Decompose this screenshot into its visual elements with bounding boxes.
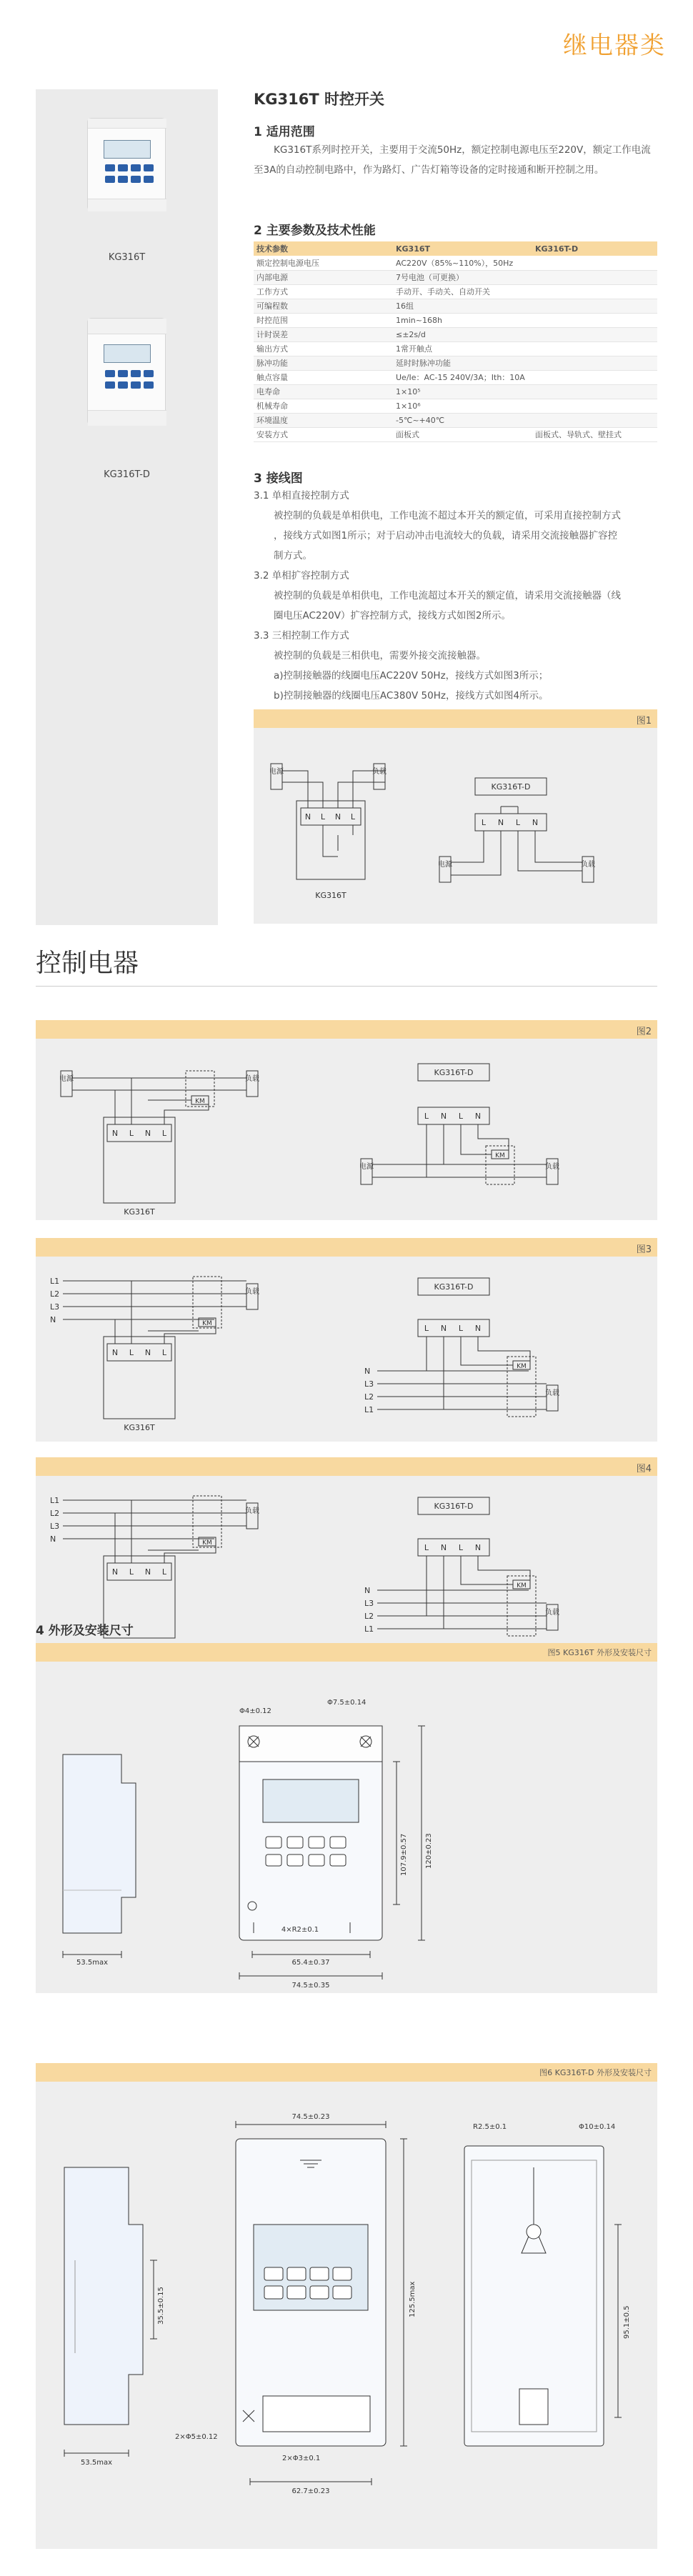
fig3-load-label-2: 负载: [545, 1389, 559, 1397]
table-header-cell: 技术参数: [254, 241, 393, 256]
fig4-terminal: L: [161, 1567, 167, 1577]
fig2-power-label-2: 电源: [359, 1163, 374, 1171]
section1-title: 1 适用范围: [254, 125, 315, 139]
fig2-km-label-2: KM: [495, 1152, 505, 1159]
fig5-dim: Φ7.5±0.14: [327, 1699, 367, 1707]
table-header-cell: KG316T: [393, 241, 532, 256]
table-row: [254, 341, 657, 356]
table-cell: 工作方式: [254, 284, 393, 299]
table-cell: 面板式: [393, 427, 532, 441]
fig3-terminal: L: [129, 1348, 134, 1357]
s32-text-1: 被控制的负载是单相供电，工作电流超过本开关的额定值，请采用交流接触器（线: [274, 590, 621, 601]
table-cell: [532, 299, 657, 313]
table-row: [254, 327, 657, 341]
fig2-power-label: 电源: [59, 1075, 74, 1083]
fig1-terminal: N: [532, 818, 539, 827]
s32-text-2: 圈电压AC220V）扩容控制方式，接线方式如图2所示。: [274, 610, 512, 621]
fig3-rline-label: L2: [364, 1392, 374, 1402]
s31-text-3: 制方式。: [274, 550, 312, 561]
fig3-line-label: L2: [50, 1289, 60, 1299]
fig2-load-label-2: 负载: [545, 1163, 559, 1171]
fig2-terminal: N: [440, 1112, 447, 1121]
fig4-line-label: L1: [50, 1496, 60, 1505]
table-row: [254, 356, 657, 370]
fig1-terminal: N: [497, 818, 504, 827]
s31-text-2: ，接线方式如图1所示；对于启动冲击电流较大的负载，请采用交流接触器扩容控: [274, 530, 618, 541]
table-cell: 1×10⁶: [393, 399, 532, 413]
fig4-line-label: N: [50, 1534, 56, 1544]
figure6-panel: [36, 2063, 657, 2549]
fig4-load-label-2: 负载: [545, 1609, 559, 1617]
table-cell: ≤±2s/d: [393, 327, 532, 341]
fig4-line-label: L3: [50, 1522, 60, 1531]
fig3-terminal: N: [474, 1324, 482, 1333]
table-cell: [532, 384, 657, 399]
table-row: [254, 299, 657, 313]
table-cell: [532, 399, 657, 413]
fig3-rline-label: N: [364, 1367, 371, 1376]
s33-text-3: b)控制接触器的线圈电压AC380V 50Hz，接线方式如图4所示。: [274, 690, 549, 702]
section4-title: 4 外形及安装尺寸: [36, 1624, 134, 1638]
table-cell: [532, 413, 657, 427]
table-cell: 面板式、导轨式、壁挂式: [532, 427, 657, 441]
product-image-kg316t: [87, 118, 166, 211]
fig4-km-label-2: KM: [517, 1582, 527, 1589]
table-header-cell: KG316T-D: [532, 241, 657, 256]
fig3-terminal: N: [440, 1324, 447, 1333]
section2-title: 2 主要参数及技术性能: [254, 224, 376, 238]
figure1-label: 图1: [636, 716, 652, 727]
product-sidebar: [36, 89, 218, 925]
table-cell: 触点容量: [254, 370, 393, 384]
fig3-terminal: L: [458, 1324, 464, 1333]
fig5-dim: 74.5±0.35: [291, 1982, 330, 1990]
fig1-load-label: 负载: [372, 768, 387, 776]
fig2-terminal: L: [161, 1129, 167, 1138]
table-cell: 手动开、手动关、自动开关: [393, 284, 532, 299]
fig4-terminal: N: [440, 1543, 447, 1552]
fig3-terminal: L: [161, 1348, 167, 1357]
fig4-load-label: 负载: [245, 1507, 259, 1515]
fig3-left-name: KG316T: [124, 1423, 155, 1432]
fig1-left-name: KG316T: [315, 891, 346, 900]
fig2-terminal: N: [144, 1129, 151, 1138]
s33-text-1: 被控制的负载是三相供电，需要外接交流接触器。: [274, 650, 486, 662]
table-row: [254, 256, 657, 270]
table-cell: 计时误差: [254, 327, 393, 341]
fig2-terminal: N: [111, 1129, 119, 1138]
table-cell: 内部电源: [254, 270, 393, 284]
figure3-diagram: [36, 1257, 657, 1442]
fig5-dim: 53.5max: [76, 1959, 109, 1967]
table-cell: 输出方式: [254, 341, 393, 356]
fig3-rline-label: L3: [364, 1379, 374, 1389]
fig1-power-label-2: 电源: [438, 861, 452, 869]
figure3-bar: [36, 1238, 657, 1257]
table-cell: -5℃~+40℃: [393, 413, 532, 427]
control-title: 控制电器: [36, 949, 139, 978]
product-caption-kg316t-d: KG316T-D: [104, 469, 150, 480]
figure1-diagram: [254, 728, 657, 924]
table-row: [254, 413, 657, 427]
fig6-dim: Φ10±0.14: [579, 2123, 616, 2131]
fig4-line-label: L2: [50, 1509, 60, 1518]
table-row: [254, 313, 657, 327]
section3-title: 3 接线图: [254, 471, 303, 486]
table-cell: 机械寿命: [254, 399, 393, 413]
table-cell: [532, 370, 657, 384]
figure3-panel: [36, 1238, 657, 1442]
figure4-bar: [36, 1457, 657, 1476]
table-cell: 1min~168h: [393, 313, 532, 327]
s32-title: 3.2 单相扩容控制方式: [254, 570, 349, 581]
fig2-right-name: KG316T-D: [434, 1068, 474, 1077]
fig6-dim: 35.5±0.15: [157, 2287, 165, 2325]
table-cell: [532, 341, 657, 356]
table-cell: 安装方式: [254, 427, 393, 441]
table-cell: [532, 284, 657, 299]
figure4-label: 图4: [636, 1464, 652, 1474]
fig5-dim: 4×R2±0.1: [281, 1926, 319, 1934]
fig2-terminal: L: [424, 1112, 429, 1121]
fig3-line-label: N: [50, 1315, 56, 1324]
table-cell: 16组: [393, 299, 532, 313]
fig3-right-name: KG316T-D: [434, 1282, 474, 1292]
fig1-right-name: KG316T-D: [491, 782, 531, 792]
figure2-label: 图2: [636, 1027, 652, 1037]
fig3-line-label: L1: [50, 1277, 60, 1286]
fig6-dim: 95.1±0.5: [623, 2305, 631, 2339]
figure2-bar: [36, 1020, 657, 1039]
s31-text-1: 被控制的负载是单相供电，工作电流不超过本开关的额定值，可采用直接控制方式: [274, 510, 621, 521]
fig1-terminal: N: [334, 812, 341, 822]
table-cell: [532, 313, 657, 327]
fig2-terminal: L: [458, 1112, 464, 1121]
figure5-diagram: [36, 1662, 657, 1993]
table-cell: [532, 270, 657, 284]
fig5-dim: 65.4±0.37: [291, 1959, 330, 1967]
fig1-terminal: L: [320, 812, 326, 822]
figure5-panel: [36, 1643, 657, 1993]
fig4-terminal: N: [111, 1567, 119, 1577]
table-row: [254, 427, 657, 441]
fig3-load-label: 负载: [245, 1288, 259, 1296]
fig4-rline-label: L2: [364, 1612, 374, 1621]
fig6-dim: R2.5±0.1: [473, 2123, 507, 2131]
fig5-dim: 120±0.23: [425, 1833, 433, 1869]
fig4-terminal: N: [474, 1543, 482, 1552]
fig6-dim: 74.5±0.23: [291, 2113, 330, 2121]
table-cell: AC220V（85%~110%），50Hz: [393, 256, 532, 270]
table-row: [254, 370, 657, 384]
table-row: [254, 399, 657, 413]
figure1-panel: [254, 709, 657, 924]
fig4-right-name: KG316T-D: [434, 1502, 474, 1511]
fig4-terminal: L: [424, 1543, 429, 1552]
fig6-dim: 53.5max: [80, 2459, 113, 2467]
table-cell: 1常开触点: [393, 341, 532, 356]
fig2-load-label: 负载: [245, 1075, 259, 1083]
figure2-diagram: [36, 1039, 657, 1220]
fig6-dim: 2×Φ3±0.1: [282, 2455, 321, 2462]
fig2-terminal: N: [474, 1112, 482, 1121]
table-cell: 额定控制电源电压: [254, 256, 393, 270]
fig3-km-label: KM: [202, 1320, 212, 1327]
figure5-label: 图5 KG316T 外形及安装尺寸: [547, 1648, 652, 1657]
table-row: [254, 384, 657, 399]
section1-text: KG316T系列时控开关，主要用于交流50Hz，额定控制电源电压至220V，额定工作电流至3A的自动控制电路中，作为路灯、广告灯箱等设备的定时接通和断开控制之用。: [254, 144, 651, 176]
fig3-terminal: L: [424, 1324, 429, 1333]
table-cell: [532, 327, 657, 341]
table-cell: Ue/Ie：AC-15 240V/3A；Ith：10A: [393, 370, 532, 384]
product-title: KG316T 时控开关: [254, 91, 384, 108]
fig1-terminal: L: [515, 818, 521, 827]
figure6-diagram: [36, 2082, 657, 2549]
figure2-panel: [36, 1020, 657, 1220]
figure6-label: 图6 KG316T-D 外形及安装尺寸: [539, 2068, 652, 2077]
s33-title: 3.3 三相控制工作方式: [254, 630, 349, 641]
table-cell: [532, 256, 657, 270]
figure3-label: 图3: [636, 1244, 652, 1255]
fig2-km-label: KM: [195, 1098, 205, 1105]
table-row: [254, 284, 657, 299]
fig4-rline-label: N: [364, 1586, 371, 1595]
fig4-terminal: N: [144, 1567, 151, 1577]
fig2-terminal: L: [129, 1129, 134, 1138]
product-caption-kg316t: KG316T: [108, 252, 146, 263]
fig6-dim: 62.7±0.23: [291, 2487, 330, 2495]
fig2-left-name: KG316T: [124, 1207, 155, 1217]
fig3-km-label-2: KM: [517, 1363, 527, 1370]
fig5-dim: Φ4±0.12: [239, 1707, 271, 1715]
fig6-dim: 125.5max: [409, 2281, 417, 2317]
fig4-terminal: L: [129, 1567, 134, 1577]
fig3-terminal: N: [111, 1348, 119, 1357]
s33-text-2: a)控制接触器的线圈电压AC220V 50Hz，接线方式如图3所示；: [274, 670, 549, 682]
product-image-kg316t-d: [87, 318, 166, 425]
control-title-rule: [36, 986, 657, 987]
table-cell: 可编程数: [254, 299, 393, 313]
fig3-terminal: N: [144, 1348, 151, 1357]
table-cell: 延时时脉冲功能: [393, 356, 532, 370]
table-header-row: [254, 241, 657, 256]
fig4-rline-label: L3: [364, 1599, 374, 1608]
fig1-load-label-2: 负载: [581, 861, 595, 869]
fig4-terminal: L: [458, 1543, 464, 1552]
fig5-dim: 107.9±0.57: [400, 1833, 408, 1876]
fig1-terminal: L: [481, 818, 487, 827]
fig1-terminal: L: [350, 812, 356, 822]
fig3-rline-label: L1: [364, 1405, 374, 1414]
fig1-power-label: 电源: [269, 768, 284, 776]
table-cell: 7号电池（可更换）: [393, 270, 532, 284]
table-cell: 电寿命: [254, 384, 393, 399]
fig1-terminal: N: [304, 812, 311, 822]
table-cell: [532, 356, 657, 370]
category-title: 继电器类: [563, 31, 666, 60]
table-cell: 脉冲功能: [254, 356, 393, 370]
s31-title: 3.1 单相直接控制方式: [254, 490, 349, 501]
table-cell: 1×10⁵: [393, 384, 532, 399]
table-row: [254, 270, 657, 284]
fig3-line-label: L3: [50, 1302, 60, 1312]
figure1-bar: [254, 709, 657, 728]
fig4-rline-label: L1: [364, 1624, 374, 1634]
parameter-table: [254, 241, 657, 442]
table-cell: 环境温度: [254, 413, 393, 427]
fig4-km-label: KM: [202, 1539, 212, 1547]
fig6-dim: 2×Φ5±0.12: [175, 2433, 218, 2441]
table-cell: 时控范围: [254, 313, 393, 327]
